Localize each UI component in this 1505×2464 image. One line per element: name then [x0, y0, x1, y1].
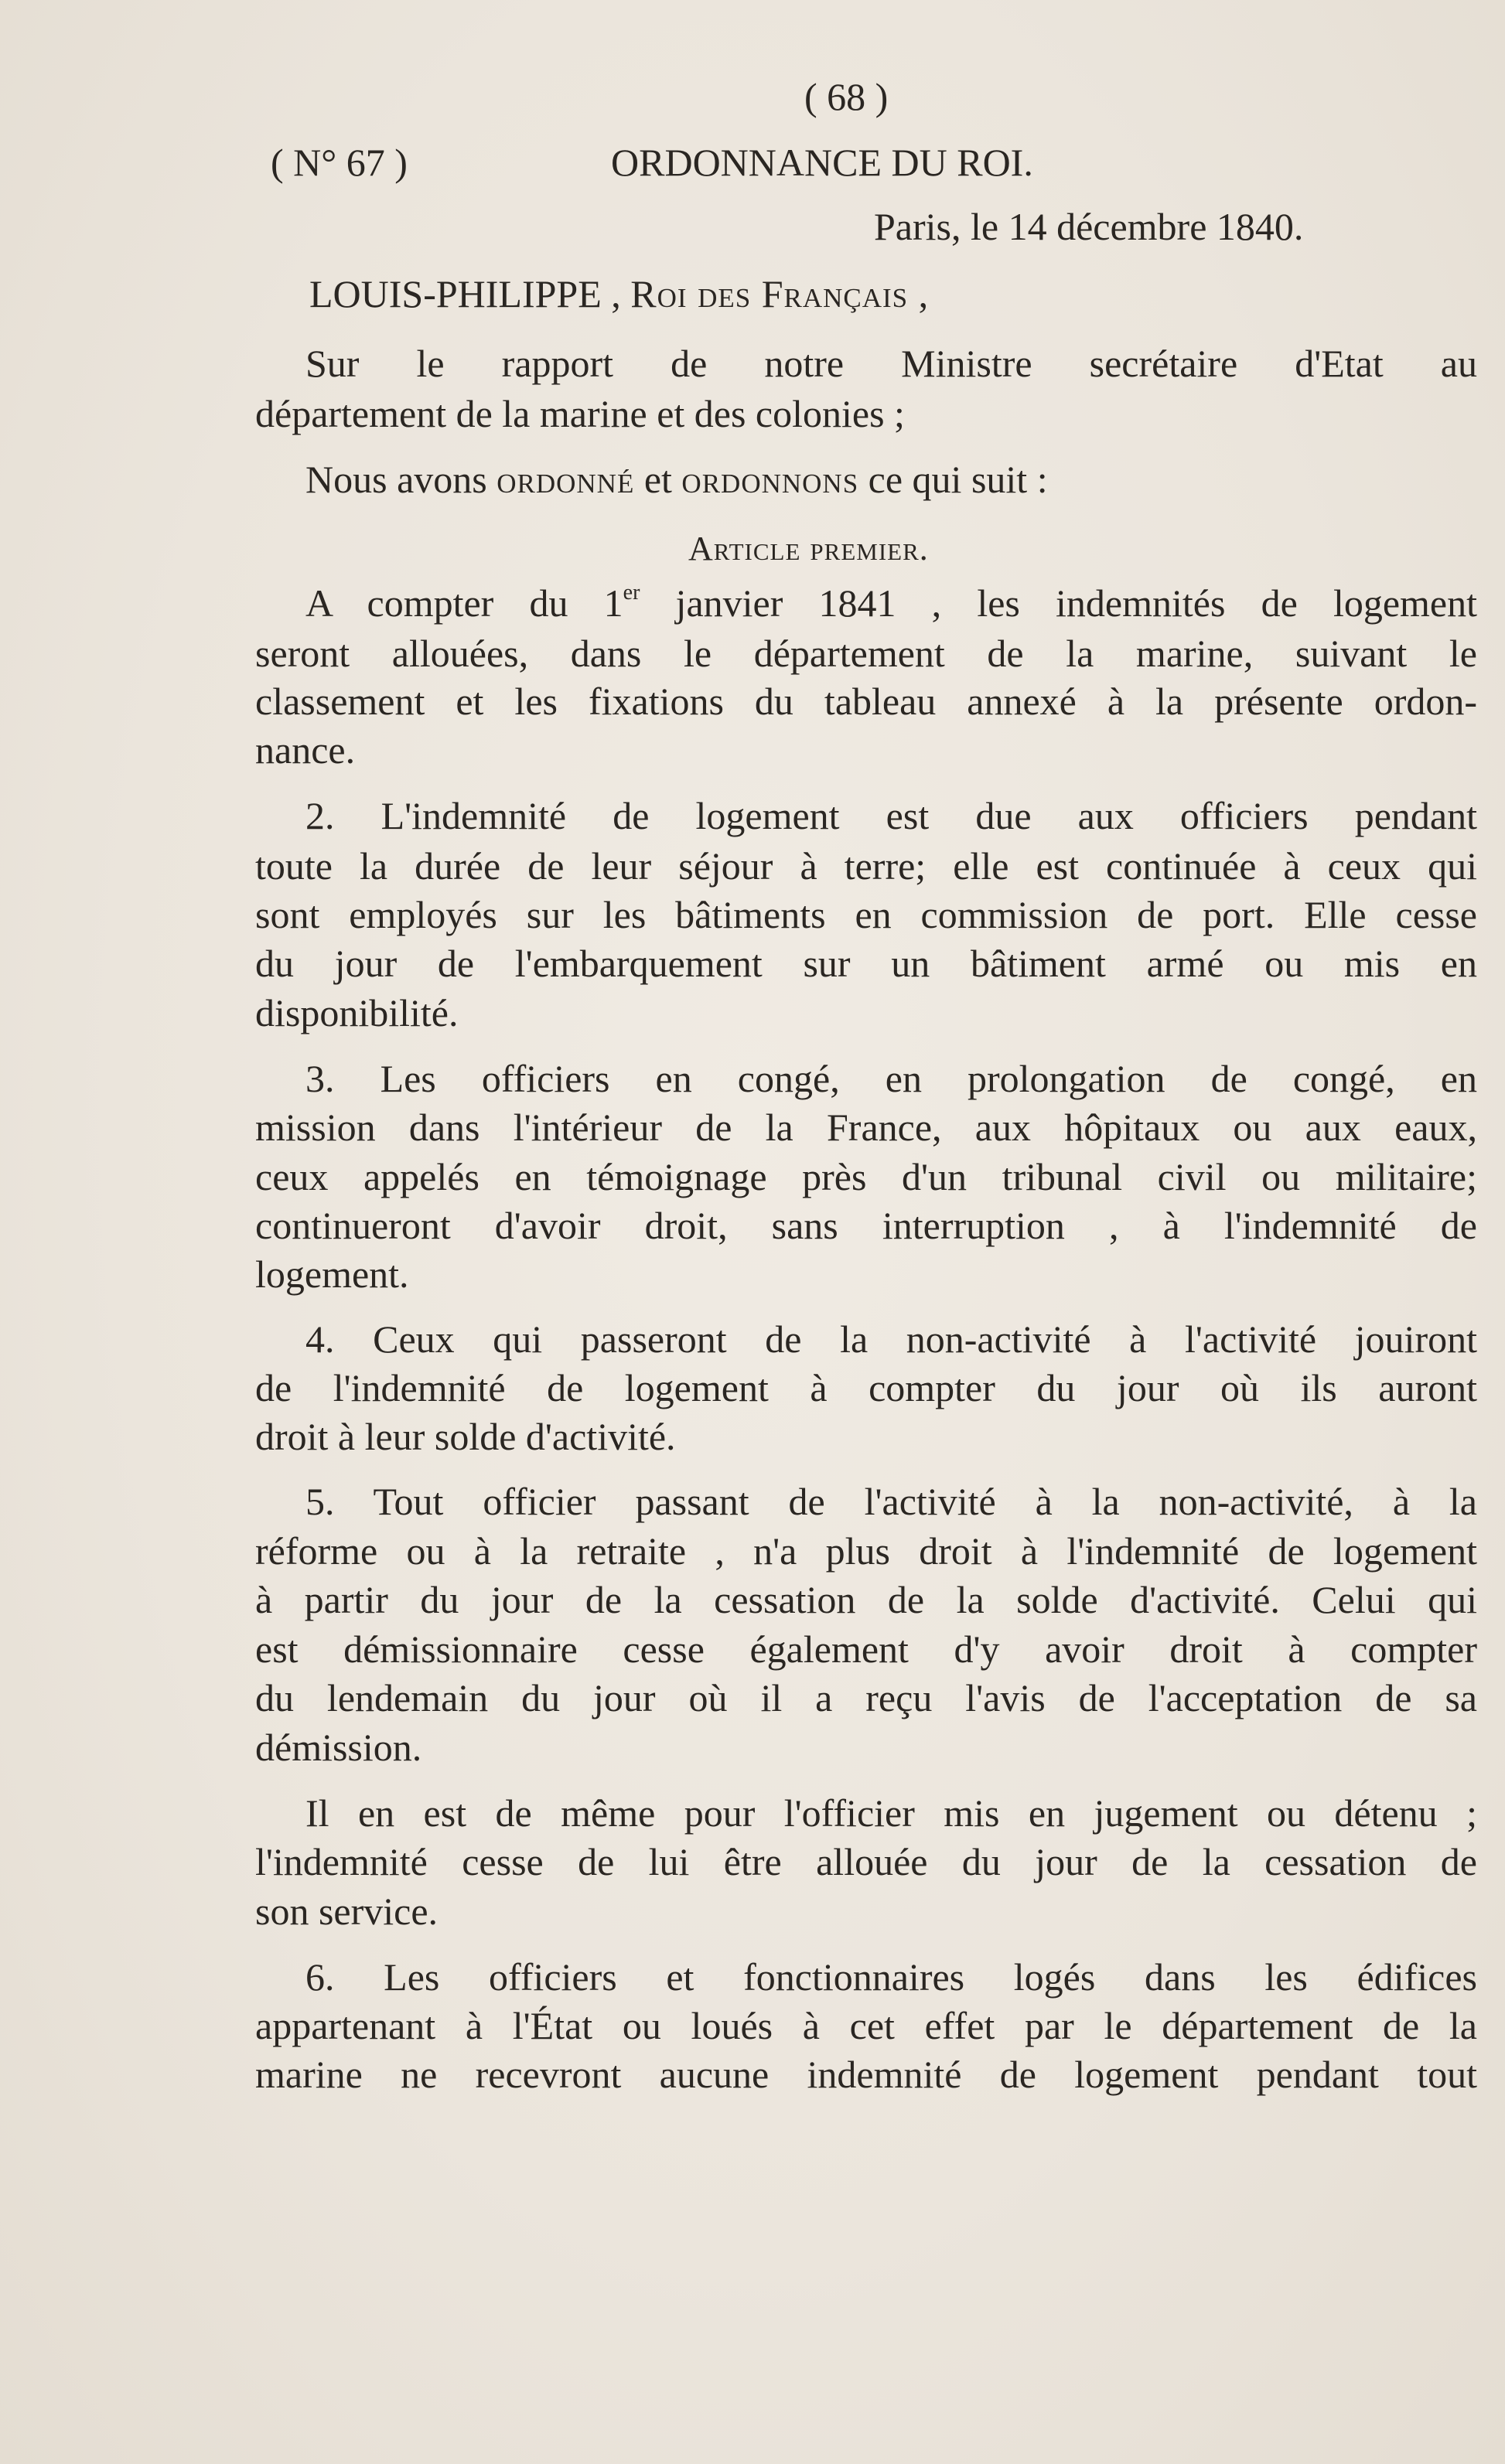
- decree-c: et: [643, 458, 672, 501]
- article6-line-2: appartenant à l'État ou loués à cet effet par le département de la: [255, 2004, 1477, 2047]
- ordinance-number: ( N° 67 ): [271, 141, 408, 184]
- king-line: [309, 271, 929, 317]
- article6-line-3: marine ne recevront aucune indemnité de logement pendant tout: [255, 2053, 1477, 2096]
- article5-cont-line-3: son service.: [255, 1890, 439, 1933]
- article2-line-4: du jour de l'embarquement sur un bâtiment armé ou mis en: [255, 942, 1477, 985]
- article1-line-2: seront allouées, dans le département de la marine, suivant le: [255, 632, 1477, 675]
- article3-line-2: mission dans l'intérieur de la France, aux hôpitaux ou aux eaux,: [255, 1106, 1477, 1149]
- decree-line: [305, 456, 1048, 503]
- article2-line-5: disponibilité.: [255, 991, 459, 1034]
- article5-line-3: à partir du jour de la cessation de la solde d'activité. Celui qui: [255, 1578, 1477, 1621]
- article3-line-4: continueront d'avoir droit, sans interruption , à l'indemnité de: [255, 1204, 1477, 1247]
- article1-text-start: A compter du 1: [305, 581, 623, 625]
- article5-line-4: est démissionnaire cesse également d'y avoir droit à compter: [255, 1627, 1477, 1671]
- article1-line-1: [305, 580, 1477, 626]
- article5-line-2: réforme ou à la retraite , n'a plus droit à l'indemnité de logement: [255, 1529, 1477, 1573]
- decree-d: ordonnons: [681, 458, 859, 501]
- article5-cont-line-2: l'indemnité cesse de lui être allouée du jour de la cessation de: [255, 1840, 1477, 1883]
- article4-line-3: droit à leur solde d'activité.: [255, 1415, 676, 1458]
- ordinance-title: ORDONNANCE DU ROI.: [611, 141, 1033, 184]
- article2-line-1: 2. L'indemnité de logement est due aux officiers pendant: [305, 794, 1477, 837]
- ordinance-date: Paris, le 14 décembre 1840.: [874, 205, 1304, 248]
- article1-superscript: er: [623, 581, 640, 605]
- article5-line-5: du lendemain du jour où il a reçu l'avis de l'acceptation de sa: [255, 1676, 1477, 1719]
- report-line-2: département de la marine et des colonies ;: [255, 392, 905, 435]
- decree-a: Nous avons: [305, 458, 487, 501]
- article5-line-6: démission.: [255, 1726, 422, 1769]
- king-title: Roi des Français ,: [630, 272, 930, 315]
- report-line-1: Sur le rapport de notre Ministre secrétaire d'Etat au: [305, 342, 1477, 385]
- article1-text-end: janvier 1841 , les indemnités de logement: [640, 581, 1477, 625]
- article3-line-1: 3. Les officiers en congé, en prolongation de congé, en: [305, 1057, 1477, 1100]
- article1-line-3: classement et les fixations du tableau annexé à la présente ordon-: [255, 680, 1477, 723]
- decree-b: ordonné: [497, 458, 635, 501]
- article3-line-5: logement.: [255, 1252, 409, 1296]
- article1-line-4: nance.: [255, 728, 356, 772]
- article2-line-2: toute la durée de leur séjour à terre; elle est continuée à ceux qui: [255, 844, 1477, 888]
- article4-line-2: de l'indemnité de logement à compter du jour où ils auront: [255, 1366, 1477, 1409]
- article3-line-3: ceux appelés en témoignage près d'un tribunal civil ou militaire;: [255, 1155, 1477, 1198]
- article2-line-3: sont employés sur les bâtiments en commission de port. Elle cesse: [255, 893, 1477, 936]
- article4-line-1: 4. Ceux qui passeront de la non-activité à l'activité jouiront: [305, 1317, 1477, 1361]
- page-number: ( 68 ): [804, 75, 889, 118]
- article6-line-1: 6. Les officiers et fonctionnaires logés dans les édifices: [305, 1955, 1477, 1999]
- king-name: LOUIS-PHILIPPE ,: [309, 272, 621, 315]
- decree-e: ce qui suit :: [868, 458, 1048, 501]
- article-heading: Article premier.: [688, 530, 929, 567]
- article5-line-1: 5. Tout officier passant de l'activité à la non-activité, à la: [305, 1480, 1477, 1523]
- article5-cont-line-1: Il en est de même pour l'officier mis en jugement ou détenu ;: [305, 1791, 1477, 1835]
